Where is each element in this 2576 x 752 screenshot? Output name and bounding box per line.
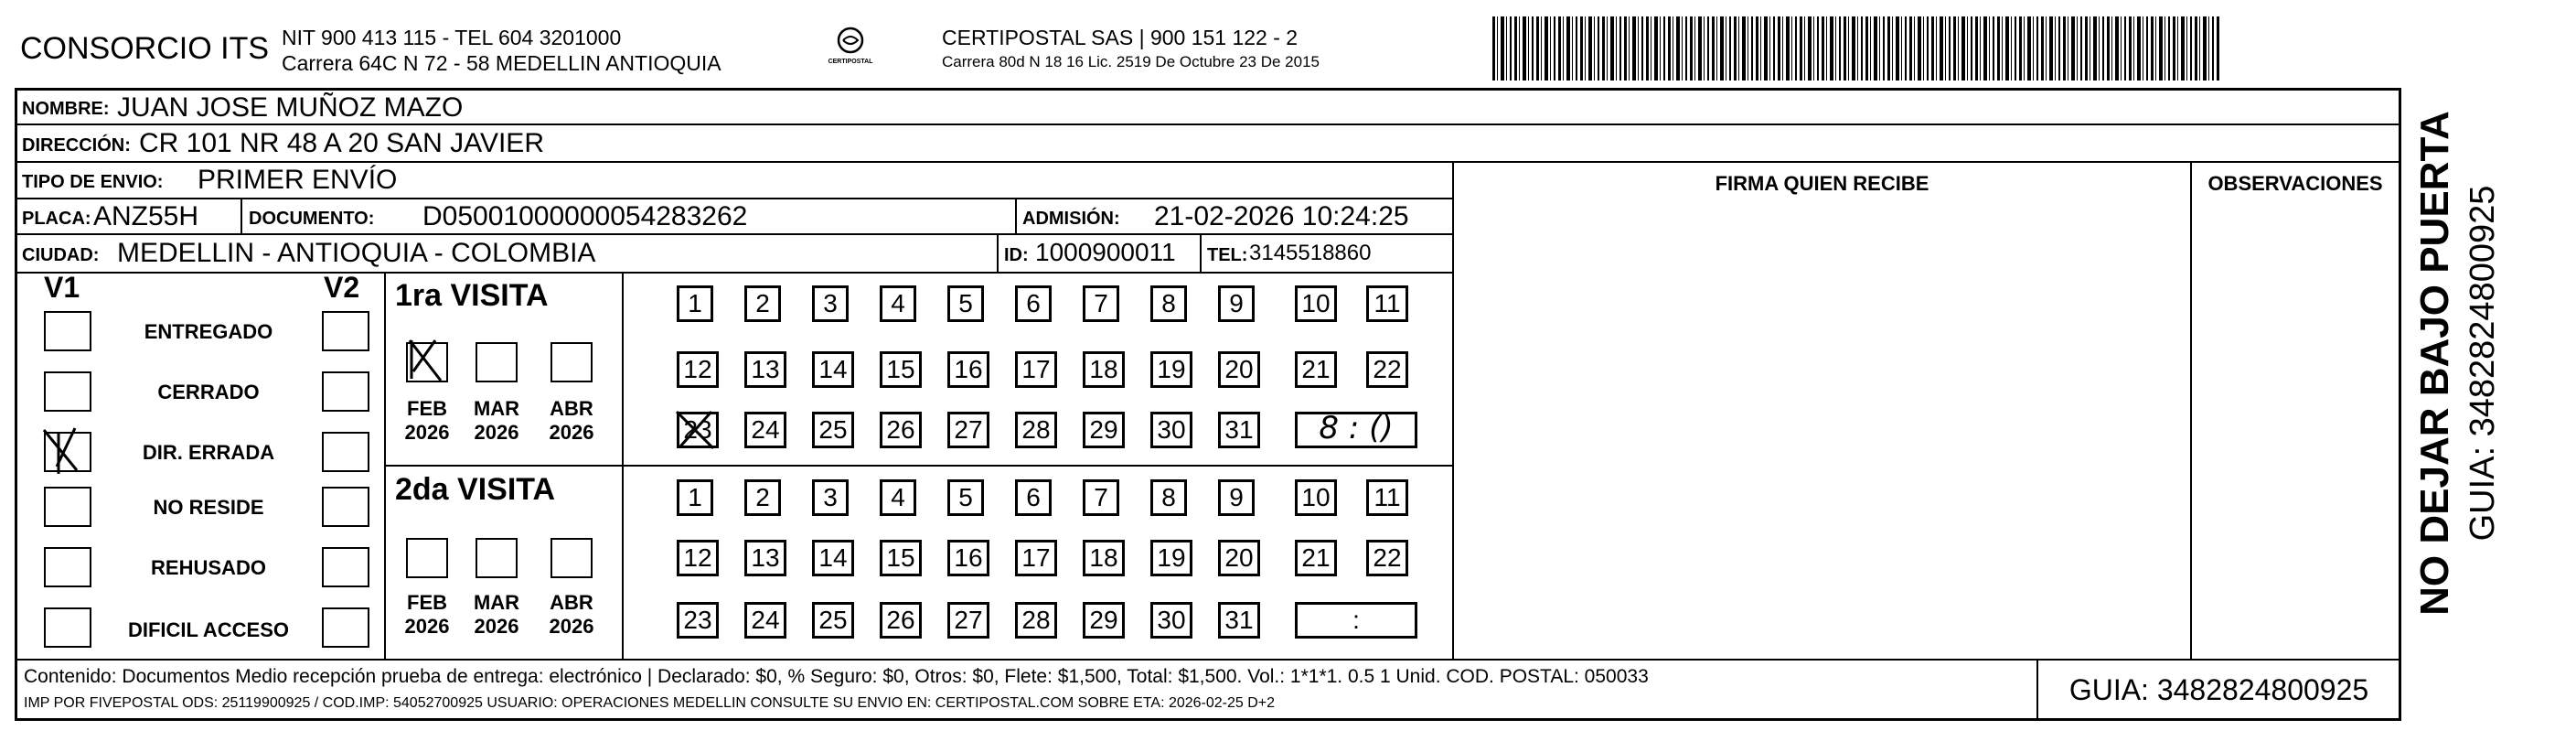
visit-1-day[interactable]: 15 bbox=[880, 351, 922, 388]
v2-checkbox-cerrado[interactable] bbox=[322, 371, 369, 412]
visit-1-day[interactable]: 23 bbox=[677, 412, 719, 448]
visit-1-day[interactable]: 8 bbox=[1150, 285, 1187, 322]
carrier-name: CERTIPOSTAL SAS | 900 151 122 - 2 bbox=[942, 26, 1299, 49]
visit-1-day[interactable]: 12 bbox=[677, 351, 719, 388]
company-nit: NIT 900 413 115 - TEL 604 3201000 bbox=[282, 26, 622, 49]
visit-1-month-mar: MAR 2026 bbox=[473, 397, 520, 444]
visit-1-day[interactable]: 17 bbox=[1015, 351, 1057, 388]
visit-2-day[interactable]: 15 bbox=[880, 540, 922, 576]
visit-1-month-abr: ABR 2026 bbox=[549, 397, 594, 444]
v1-checkbox-cerrado[interactable] bbox=[44, 371, 91, 412]
visit-1-day[interactable]: 11 bbox=[1366, 285, 1408, 322]
visit-2-day[interactable]: 19 bbox=[1150, 540, 1192, 576]
placa-value: ANZ55H bbox=[93, 201, 199, 231]
visit-2-day[interactable]: 21 bbox=[1295, 540, 1337, 576]
placa-label: PLACA: bbox=[22, 209, 91, 229]
status-label-dir-errada: DIR. ERRADA bbox=[142, 441, 275, 464]
visit-1-title: 1ra VISITA bbox=[395, 278, 549, 313]
visit-2-month-abr: ABR 2026 bbox=[549, 591, 594, 638]
v1-checkbox-entregado[interactable] bbox=[44, 311, 91, 351]
visit-2-day[interactable]: 26 bbox=[880, 602, 922, 639]
visit-1-day[interactable]: 22 bbox=[1366, 351, 1408, 388]
visit-1-day[interactable]: 28 bbox=[1015, 412, 1057, 448]
visit-2-day[interactable]: 11 bbox=[1366, 479, 1408, 516]
visit-2-day[interactable]: 16 bbox=[947, 540, 989, 576]
status-label-rehusado: REHUSADO bbox=[151, 556, 266, 579]
visit-1-day[interactable]: 27 bbox=[947, 412, 989, 448]
visit-2-day[interactable]: 12 bbox=[677, 540, 719, 576]
visit-1-month-abr-checkbox[interactable] bbox=[550, 342, 593, 382]
status-label-entregado: ENTREGADO bbox=[144, 320, 273, 343]
v2-checkbox-no-reside[interactable] bbox=[322, 487, 369, 527]
nombre-value: JUAN JOSE MUÑOZ MAZO bbox=[117, 92, 464, 123]
v2-checkbox-rehusado[interactable] bbox=[322, 547, 369, 587]
visit-2-day[interactable]: 10 bbox=[1295, 479, 1337, 516]
visit-1-day[interactable]: 19 bbox=[1150, 351, 1192, 388]
visit-2-day[interactable]: 9 bbox=[1218, 479, 1255, 516]
admision-value: 21-02-2026 10:24:25 bbox=[1154, 201, 1409, 231]
side-warning: NO DEJAR BAJO PUERTA bbox=[2412, 111, 2457, 616]
visit-2-day[interactable]: 29 bbox=[1083, 602, 1125, 639]
visit-2-day[interactable]: 27 bbox=[947, 602, 989, 639]
direccion-label: DIRECCIÓN: bbox=[22, 135, 131, 156]
documento-label: DOCUMENTO: bbox=[249, 209, 375, 229]
id-label: ID: bbox=[1004, 245, 1029, 265]
status-label-dificil-acceso: DIFICIL ACCESO bbox=[127, 618, 289, 641]
visit-2-month-feb: FEB 2026 bbox=[404, 591, 450, 638]
visit-1-day[interactable]: 24 bbox=[744, 412, 786, 448]
visit-2-day[interactable]: 30 bbox=[1150, 602, 1192, 639]
visit-2-month-abr-checkbox[interactable] bbox=[550, 538, 593, 578]
tipo-envio-value: PRIMER ENVÍO bbox=[198, 165, 398, 195]
documento-value: D05001000000054283262 bbox=[422, 201, 748, 231]
tel-label: TEL: bbox=[1207, 245, 1248, 265]
visit-2-day[interactable]: 25 bbox=[812, 602, 854, 639]
visit-2-day[interactable]: 8 bbox=[1150, 479, 1187, 516]
visit-2-day[interactable]: 14 bbox=[812, 540, 854, 576]
v2-checkbox-dificil-acceso[interactable] bbox=[322, 607, 369, 648]
visit-1-time: 8 : () bbox=[1319, 410, 1394, 446]
v2-label: V2 bbox=[324, 271, 360, 304]
visit-1-day[interactable]: 3 bbox=[812, 285, 849, 322]
visit-2-day[interactable]: 17 bbox=[1015, 540, 1057, 576]
visit-1-day[interactable]: 30 bbox=[1150, 412, 1192, 448]
direccion-value: CR 101 NR 48 A 20 SAN JAVIER bbox=[139, 128, 544, 158]
visit-1-day[interactable]: 1 bbox=[677, 285, 713, 322]
observaciones-header: OBSERVACIONES bbox=[2207, 172, 2383, 195]
visit-1-day[interactable]: 5 bbox=[947, 285, 984, 322]
status-label-no-reside: NO RESIDE bbox=[153, 496, 264, 519]
visit-2-month-feb-checkbox[interactable] bbox=[406, 538, 448, 578]
admision-label: ADMISIÓN: bbox=[1022, 209, 1120, 229]
visit-2-day[interactable]: 6 bbox=[1015, 479, 1052, 516]
visit-2-month-mar: MAR 2026 bbox=[473, 591, 520, 638]
visit-1-day[interactable]: 16 bbox=[947, 351, 989, 388]
visit-1-day[interactable]: 9 bbox=[1218, 285, 1255, 322]
company-name: CONSORCIO ITS bbox=[20, 31, 270, 66]
visit-1-day[interactable]: 14 bbox=[812, 351, 854, 388]
visit-1-day[interactable]: 26 bbox=[880, 412, 922, 448]
certipostal-logo bbox=[823, 24, 878, 75]
visit-1-month-feb-checkbox[interactable] bbox=[406, 342, 448, 382]
v1-checkbox-no-reside[interactable] bbox=[44, 487, 91, 527]
visit-1-day[interactable]: 20 bbox=[1218, 351, 1260, 388]
visit-1-day[interactable]: 4 bbox=[880, 285, 916, 322]
visit-1-month-mar-checkbox[interactable] bbox=[476, 342, 518, 382]
visit-2-day[interactable]: 22 bbox=[1366, 540, 1408, 576]
visit-1-day[interactable]: 10 bbox=[1295, 285, 1337, 322]
visit-2-day[interactable]: 3 bbox=[812, 479, 849, 516]
id-value: 1000900011 bbox=[1035, 238, 1176, 266]
visit-1-day[interactable]: 6 bbox=[1015, 285, 1052, 322]
barcode-icon bbox=[1492, 16, 2219, 81]
v2-checkbox-dir-errada[interactable] bbox=[322, 432, 369, 472]
v1-checkbox-dir-errada[interactable] bbox=[44, 432, 91, 472]
visit-2-day[interactable]: 1 bbox=[677, 479, 713, 516]
visit-2-month-mar-checkbox[interactable] bbox=[476, 538, 518, 578]
visit-1-day[interactable]: 21 bbox=[1295, 351, 1337, 388]
visit-2-day[interactable]: 23 bbox=[677, 602, 719, 639]
status-label-cerrado: CERRADO bbox=[157, 381, 260, 403]
visit-1-day[interactable]: 25 bbox=[812, 412, 854, 448]
visit-2-day[interactable]: 13 bbox=[744, 540, 786, 576]
footer-print-line: IMP POR FIVEPOSTAL ODS: 25119900925 / COD.IMP: 54052700925 USUARIO: OPERACIONES MEDELLIN CONSULTE SU ENVIO EN: CERTIPOSTAL.COM SOBRE ETA: 2026-02-25 D+2 bbox=[24, 695, 1276, 711]
visit-1-day[interactable]: 13 bbox=[744, 351, 786, 388]
visit-1-day[interactable]: 31 bbox=[1218, 412, 1260, 448]
visit-2-time-box[interactable]: : bbox=[1295, 602, 1417, 639]
visit-1-day[interactable]: 7 bbox=[1083, 285, 1119, 322]
nombre-label: NOMBRE: bbox=[22, 99, 110, 119]
carrier-address: Carrera 80d N 18 16 Lic. 2519 De Octubre 23 De 2015 bbox=[942, 53, 1320, 70]
ciudad-label: CIUDAD: bbox=[22, 245, 100, 265]
visit-2-day[interactable]: 18 bbox=[1083, 540, 1125, 576]
visit-2-day[interactable]: 20 bbox=[1218, 540, 1260, 576]
tel-value: 3145518860 bbox=[1249, 241, 1372, 265]
tipo-envio-label: TIPO DE ENVIO: bbox=[22, 172, 164, 192]
visit-2-day[interactable]: 7 bbox=[1083, 479, 1119, 516]
footer-content-line: Contenido: Documentos Medio recepción prueba de entrega: electrónico | Declarado: $0, % Seguro: $0, Otros: $0, Flete: $1,500, Total: $1,500. Vol.: 1*1*1. 0.5 1 Unid. COD. POSTAL: 050033 bbox=[24, 666, 1649, 687]
visit-2-day[interactable]: 31 bbox=[1218, 602, 1260, 639]
v1-checkbox-rehusado[interactable] bbox=[44, 547, 91, 587]
visit-1-day[interactable]: 18 bbox=[1083, 351, 1125, 388]
v2-checkbox-entregado[interactable] bbox=[322, 311, 369, 351]
ciudad-value: MEDELLIN - ANTIOQUIA - COLOMBIA bbox=[117, 238, 596, 268]
visit-2-day[interactable]: 4 bbox=[880, 479, 916, 516]
v1-label: V1 bbox=[44, 271, 80, 304]
company-address: Carrera 64C N 72 - 58 MEDELLIN ANTIOQUIA bbox=[282, 51, 721, 75]
visit-1-day[interactable]: 29 bbox=[1083, 412, 1125, 448]
visit-1-day[interactable]: 2 bbox=[744, 285, 781, 322]
footer-guia: GUIA: 3482824800925 bbox=[2068, 673, 2369, 706]
visit-2-day[interactable]: 2 bbox=[744, 479, 781, 516]
visit-1-month-feb: FEB 2026 bbox=[404, 397, 450, 444]
visit-2-day[interactable]: 24 bbox=[744, 602, 786, 639]
visit-2-title: 2da VISITA bbox=[395, 472, 556, 507]
firma-header: FIRMA QUIEN RECIBE bbox=[1715, 172, 1929, 195]
v1-checkbox-dificil-acceso[interactable] bbox=[44, 607, 91, 648]
visit-2-day[interactable]: 5 bbox=[947, 479, 984, 516]
side-guia: GUIA: 3482824800925 bbox=[2464, 185, 2502, 542]
visit-2-day[interactable]: 28 bbox=[1015, 602, 1057, 639]
logo-text: CERTIPOSTAL bbox=[828, 59, 873, 65]
